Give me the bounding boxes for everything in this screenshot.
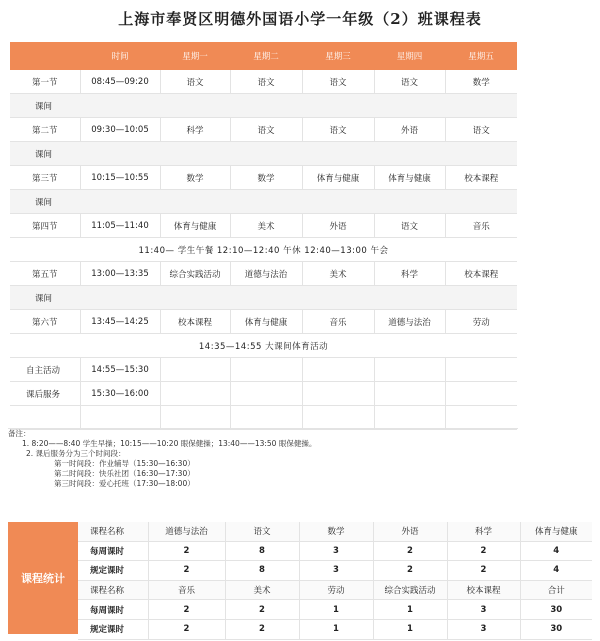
- stats-cell: 数学: [299, 522, 373, 541]
- stats-cell: 1: [299, 619, 373, 639]
- stats-cell: 2: [225, 600, 299, 620]
- stats-row: [78, 600, 592, 620]
- stats-cell: 3: [299, 561, 373, 581]
- schedule-row: [10, 166, 517, 190]
- schedule-row: [10, 382, 517, 406]
- stats-cell: 校本课程: [447, 580, 520, 600]
- subject-cell: 校本课程: [445, 166, 517, 190]
- stats-cell: 3: [447, 600, 520, 620]
- schedule-note-cell: [10, 238, 517, 262]
- time-cell: 15:30—16:00: [80, 382, 160, 406]
- schedule-note-row: [10, 238, 517, 262]
- stats-cell: 科学: [447, 522, 520, 541]
- subject-cell: [374, 406, 445, 430]
- stats-cell: 外语: [373, 522, 447, 541]
- stats-cell: 30: [520, 619, 592, 639]
- subject-cell: [160, 406, 230, 430]
- schedule-row: [10, 70, 517, 94]
- stats-row-label: 每周课时: [78, 541, 148, 561]
- time-cell: 14:55—15:30: [80, 358, 160, 382]
- subject-cell: 劳动: [445, 310, 517, 334]
- period-label: 课后服务: [10, 382, 80, 406]
- break-row: [10, 94, 517, 118]
- subject-cell: 语文: [374, 214, 445, 238]
- time-cell: 10:15—10:55: [80, 166, 160, 190]
- schedule-header-row: [10, 42, 517, 70]
- header-cell: 星期四: [374, 42, 445, 70]
- subject-cell: [160, 358, 230, 382]
- period-label: 第六节: [10, 310, 80, 334]
- subject-cell: 科学: [374, 262, 445, 286]
- time-cell: 13:45—14:25: [80, 310, 160, 334]
- subject-cell: 道德与法治: [374, 310, 445, 334]
- subject-cell: [445, 406, 517, 430]
- subject-cell: [302, 382, 374, 406]
- schedule-table: [10, 42, 517, 430]
- notes-section: [8, 428, 518, 491]
- subject-cell: [160, 382, 230, 406]
- stats-cell: 2: [148, 619, 225, 639]
- header-cell: 星期一: [160, 42, 230, 70]
- subject-cell: 语文: [445, 118, 517, 142]
- subject-cell: [302, 358, 374, 382]
- schedule-row: [10, 214, 517, 238]
- subject-cell: 语文: [374, 70, 445, 94]
- stats-cell: 语文: [225, 522, 299, 541]
- period-label: 自主活动: [10, 358, 80, 382]
- schedule-note-row: [10, 334, 517, 358]
- subject-cell: [230, 406, 302, 430]
- stats-cell: 2: [148, 541, 225, 561]
- schedule-row: [10, 118, 517, 142]
- stats-header-row: [78, 580, 592, 600]
- header-cell: 星期五: [445, 42, 517, 70]
- subject-cell: 语文: [302, 118, 374, 142]
- schedule-note: 14:35—14:55 大课间体育活动: [198, 341, 329, 352]
- stats-cell: 2: [148, 561, 225, 581]
- stats-row-label: 规定课时: [78, 561, 148, 581]
- subject-cell: 语文: [302, 70, 374, 94]
- stats-label: 课程统计: [8, 522, 78, 634]
- period-label: 第一节: [10, 70, 80, 94]
- stats-cell: 2: [373, 541, 447, 561]
- stats-row-label: 课程名称: [78, 522, 148, 541]
- schedule-note-cell: [10, 334, 517, 358]
- stats-cell: 音乐: [148, 580, 225, 600]
- stats-cell: 道德与法治: [148, 522, 225, 541]
- subject-cell: 语文: [230, 118, 302, 142]
- subject-cell: 外语: [302, 214, 374, 238]
- subject-cell: 体育与健康: [302, 166, 374, 190]
- stats-cell: 2: [225, 619, 299, 639]
- period-label: 第三节: [10, 166, 80, 190]
- break-label: 课间: [10, 94, 517, 118]
- subject-cell: 美术: [302, 262, 374, 286]
- stats-row-label: 规定课时: [78, 619, 148, 639]
- notes-line: 2. 课后服务分为三个时间段：: [26, 449, 126, 458]
- schedule-note: 11:40— 学生午餐 12:10—12:40 午休 12:40—13:00 午会: [138, 245, 389, 256]
- stats-row-label: 课程名称: [78, 580, 148, 600]
- time-cell: 13:00—13:35: [80, 262, 160, 286]
- break-label: 课间: [10, 142, 517, 166]
- stats-cell: 4: [520, 541, 592, 561]
- subject-cell: 体育与健康: [374, 166, 445, 190]
- subject-cell: 综合实践活动: [160, 262, 230, 286]
- page-title: 上海市奉贤区明德外国语小学一年级（2）班课程表: [118, 10, 482, 28]
- stats-table: [78, 522, 592, 640]
- subject-cell: 音乐: [445, 214, 517, 238]
- period-label: [10, 406, 80, 430]
- notes-heading: 备注：: [8, 429, 31, 438]
- time-cell: 08:45—09:20: [80, 70, 160, 94]
- subject-cell: 科学: [160, 118, 230, 142]
- time-cell: 11:05—11:40: [80, 214, 160, 238]
- stats-cell: 3: [299, 541, 373, 561]
- stats-cell: 3: [447, 619, 520, 639]
- stats-cell: 8: [225, 561, 299, 581]
- stats-cell: 合计: [520, 580, 592, 600]
- subject-cell: 校本课程: [160, 310, 230, 334]
- stats-cell: 2: [447, 561, 520, 581]
- stats-row: [78, 561, 592, 581]
- stats-header-row: [78, 522, 592, 541]
- stats-cell: 4: [520, 561, 592, 581]
- subject-cell: 体育与健康: [230, 310, 302, 334]
- stats-cell: 美术: [225, 580, 299, 600]
- subject-cell: 外语: [374, 118, 445, 142]
- subject-cell: [445, 382, 517, 406]
- subject-cell: 语文: [230, 70, 302, 94]
- subject-cell: 语文: [160, 70, 230, 94]
- break-label: 课间: [10, 286, 517, 310]
- notes-line: 第二时间段：快乐社团（16:30—17:30）: [54, 469, 195, 478]
- subject-cell: 体育与健康: [160, 214, 230, 238]
- subject-cell: [302, 406, 374, 430]
- break-row: [10, 286, 517, 310]
- period-label: 第五节: [10, 262, 80, 286]
- stats-cell: 1: [299, 600, 373, 620]
- subject-cell: [374, 382, 445, 406]
- notes-line: 第一时间段：作业辅导（15:30—16:30）: [54, 459, 195, 468]
- stats-cell: 体育与健康: [520, 522, 592, 541]
- stats-row-label: 每周课时: [78, 600, 148, 620]
- break-label: 课间: [10, 190, 517, 214]
- break-row: [10, 142, 517, 166]
- stats-cell: 1: [373, 619, 447, 639]
- schedule-row: [10, 262, 517, 286]
- schedule-row: [10, 406, 517, 430]
- stats-cell: 2: [373, 561, 447, 581]
- subject-cell: [230, 382, 302, 406]
- stats-cell: 8: [225, 541, 299, 561]
- subject-cell: [445, 358, 517, 382]
- time-cell: 09:30—10:05: [80, 118, 160, 142]
- subject-cell: 数学: [230, 166, 302, 190]
- subject-cell: [230, 358, 302, 382]
- schedule-row: [10, 310, 517, 334]
- header-cell: [10, 42, 80, 70]
- header-cell: 星期三: [302, 42, 374, 70]
- subject-cell: 数学: [445, 70, 517, 94]
- stats-cell: 2: [148, 600, 225, 620]
- schedule-row: [10, 358, 517, 382]
- subject-cell: 校本课程: [445, 262, 517, 286]
- break-row: [10, 190, 517, 214]
- header-cell: 星期二: [230, 42, 302, 70]
- stats-cell: 2: [447, 541, 520, 561]
- period-label: 第二节: [10, 118, 80, 142]
- time-cell: [80, 406, 160, 430]
- subject-cell: 道德与法治: [230, 262, 302, 286]
- stats-row: [78, 541, 592, 561]
- notes-line: 第三时间段：爱心托班（17:30—18:00）: [54, 479, 195, 488]
- subject-cell: 音乐: [302, 310, 374, 334]
- notes-line: 1. 8:20——8:40 学生早操；10:15——10:20 眼保健操；13:40——13:50 眼保健操。: [22, 439, 317, 448]
- period-label: 第四节: [10, 214, 80, 238]
- header-cell: 时间: [80, 42, 160, 70]
- stats-cell: 30: [520, 600, 592, 620]
- stats-cell: 1: [373, 600, 447, 620]
- subject-cell: 美术: [230, 214, 302, 238]
- subject-cell: [374, 358, 445, 382]
- stats-cell: 综合实践活动: [373, 580, 447, 600]
- stats-cell: 劳动: [299, 580, 373, 600]
- stats-row: [78, 619, 592, 639]
- subject-cell: 数学: [160, 166, 230, 190]
